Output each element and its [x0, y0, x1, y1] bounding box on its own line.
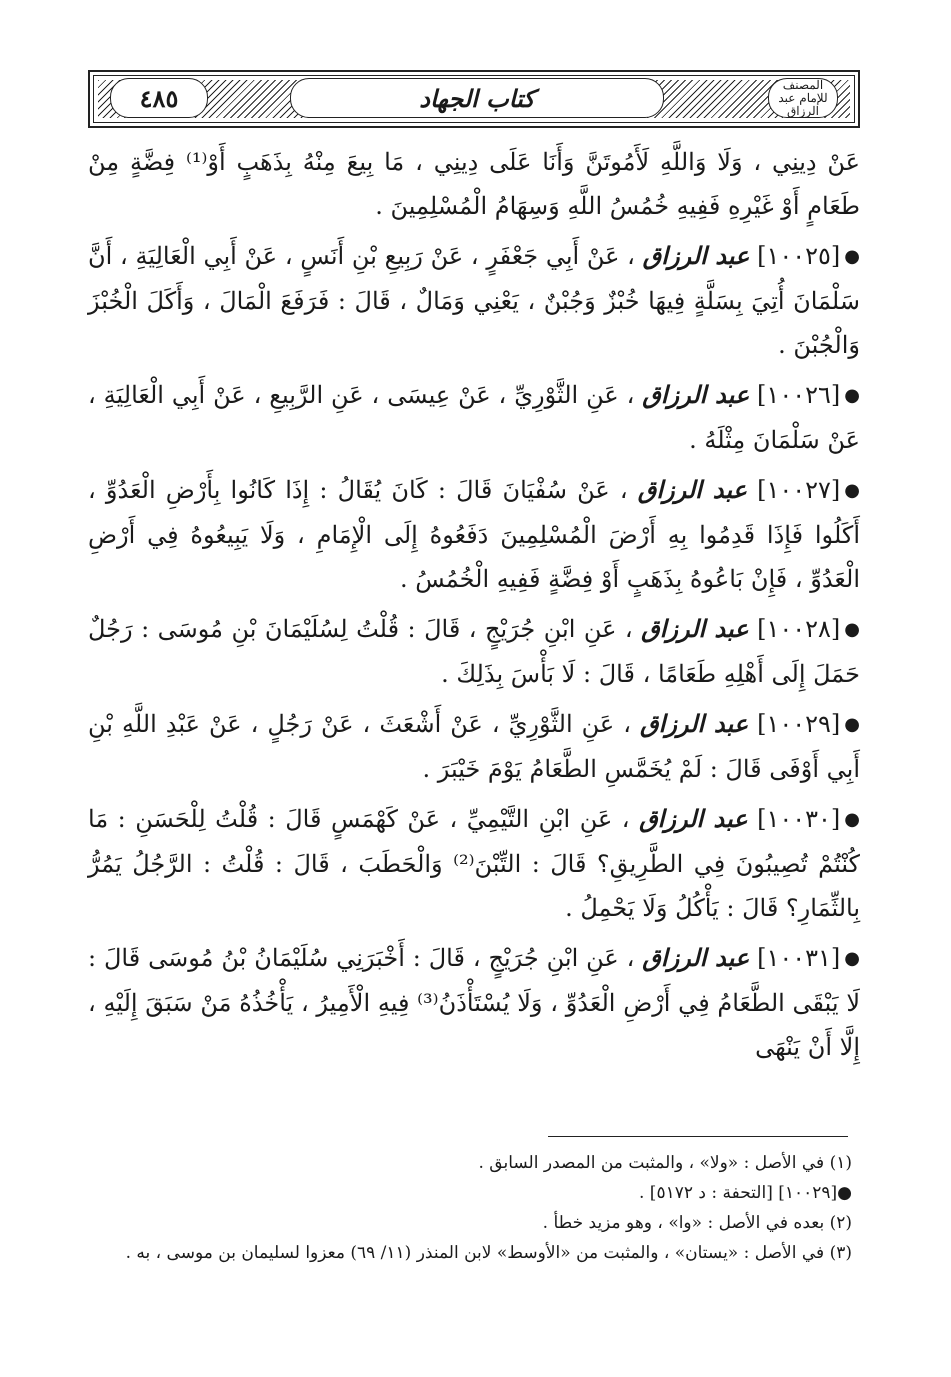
hadith-author: عبد الرزاق — [642, 241, 750, 270]
opening-paragraph: عَنْ دِينِي ، وَلَا وَاللَّهِ لَأَمُوتَنَّ وَأَنَا عَلَى دِينِي ، مَا بِيعَ مِنْهُ بِذَهَبٍ أَوْ⁽¹⁾ فِضَّةٍ مِنْ طَعَامٍ أَوْ غَيْرِهِ فَفِيهِ خُمُسُ اللَّهِ وَسِهَامُ الْمُسْلِمِينَ . — [88, 148, 860, 220]
footnote: (٣) في الأصل : «يستان» ، والمثبت من «الأوسط» لابن المنذر (١١/ ٦٩) معزوا لسليمان بن موسى ، به . — [125, 1243, 852, 1263]
bullet-icon: ● — [844, 246, 860, 267]
running-title-cartouche — [290, 78, 664, 118]
hadith-number: [١٠٠٢٦] — [757, 381, 841, 409]
bullet-icon: ● — [844, 385, 860, 406]
page-number-cartouche — [110, 78, 208, 118]
bullet-icon: ● — [844, 619, 860, 640]
running-title: كتاب الجهاد — [419, 83, 535, 113]
footnote: (١) في الأصل : «ولا» ، والمثبت من المصدر السابق . — [478, 1153, 852, 1173]
hadith-text: ، عَنِ الثَّوْرِيِّ ، عَنْ عِيسَى ، عَنِ الرَّبِيعِ ، عَنْ أَبِي الْعَالِيَةِ ، عَنْ سَلْمَانَ مِثْلَهُ . — [88, 381, 860, 454]
hadith-author: عبد الرزاق — [639, 804, 748, 833]
hadith-entry — [88, 702, 860, 791]
footnote-divider — [548, 1136, 848, 1137]
hadith-entry — [88, 373, 860, 462]
hadith-text: ، عَنِ ابْنِ جُرَيْجٍ ، قَالَ : أَخْبَرَنِي سُلَيْمَانُ بْنُ مُوسَى قَالَ : لَا يَبْقَى الطَّعَامُ فِي أَرْضِ الْعَدُوِّ ، وَلَا يُسْتَأْذَنُ⁽³⁾ فِيهِ الْأَمِيرُ ، يَأْخُذُهُ مَنْ سَبَقَ إِلَيْهِ ، إِلَّا أَنْ يَنْهَى — [88, 944, 861, 1061]
hadith-entry — [88, 234, 860, 367]
hadith-author: عبد الرزاق — [637, 475, 747, 504]
hadith-text: ، عَنِ ابْنِ جُرَيْجٍ ، قَالَ : قُلْتُ لِسُلَيْمَانَ بْنِ مُوسَى : رَجُلٌ حَمَلَ إِلَى أَهْلِهِ طَعَامًا ، قَالَ : لَا بَأْسَ بِذَلِكَ . — [88, 615, 860, 688]
hadith-text: ، عَنِ ابْنِ التَّيْمِيِّ ، عَنْ كَهْمَسٍ قَالَ : قُلْتُ لِلْحَسَنِ : مَا كُنْتُمْ تُصِيبُونَ فِي الطَّرِيقِ؟ قَالَ : التِّبْنَ⁽²⁾ وَالْحَطَبَ ، قَالَ : قُلْتُ : الرَّجُلُ يَمُرُّ بِالثِّمَارِ؟ قَالَ : يَأْكُلُ وَلَا يَحْمِلُ . — [88, 805, 860, 922]
logo-line-1: المصنف — [782, 77, 824, 92]
hadith-number: [١٠٠٢٨] — [757, 615, 841, 643]
hadith-entry — [88, 607, 860, 696]
hadith-author: عبد الرزاق — [640, 709, 749, 738]
footnote: (٢) بعده في الأصل : «وا» ، وهو مزيد خطأ . — [542, 1213, 852, 1233]
hadith-number: [١٠٠٢٧] — [757, 476, 841, 504]
book-logo — [768, 78, 838, 118]
bullet-icon: ● — [844, 809, 860, 830]
logo-line-2: للإمام عبد الرزاق — [778, 90, 828, 118]
hadith-entry — [88, 797, 860, 930]
bullet-icon: ● — [844, 948, 860, 969]
hadith-text: ، عَنْ سُفْيَانَ قَالَ : كَانَ يُقَالُ : إِذَا كَانُوا بِأَرْضِ الْعَدُوِّ ، أَكَلُوا فَإِذَا قَدِمُوا بِهِ أَرْضَ الْمُسْلِمِينَ دَفَعُوهُ إِلَى الْإِمَامِ ، وَلَا يَبِيعُوهُ فِي أَرْضِ الْعَدُوِّ ، فَإِنْ بَاعُوهُ بِذَهَبٍ أَوْ فِضَّةٍ فَفِيهِ الْخُمُسُ . — [88, 476, 860, 593]
footnote: ●[١٠٠٢٩] [التحفة : د ٥١٧٢] . — [638, 1183, 852, 1203]
hadith-number: [١٠٠٣٠] — [757, 805, 841, 833]
hadith-author: عبد الرزاق — [641, 614, 749, 643]
hadith-number: [١٠٠٢٩] — [757, 710, 841, 738]
hadith-text: ، عَنْ أَبِي جَعْفَرٍ ، عَنْ رَبِيعِ بْنِ أَنَسٍ ، عَنْ أَبِي الْعَالِيَةِ ، أَنَّ سَلْمَانَ أُتِيَ بِسَلَّةٍ فِيهَا خُبْزٌ وَجُبْنٌ ، يَعْنِي وَمَالٌ ، قَالَ : فَرَفَعَ الْمَالَ ، وَأَكَلَ الْخُبْزَ وَالْجُبْنَ . — [88, 242, 860, 359]
page-number: ٤٨٥ — [139, 83, 179, 113]
hadith-entry — [88, 936, 860, 1069]
hadith-author: عبد الرزاق — [642, 943, 750, 972]
hadith-entry — [88, 468, 860, 601]
main-text — [88, 140, 860, 1075]
hadith-number: [١٠٠٣١] — [757, 944, 841, 972]
hadith-text: ، عَنِ الثَّوْرِيِّ ، عَنْ أَشْعَثَ ، عَنْ رَجُلٍ ، عَنْ عَبْدِ اللَّهِ بْنِ أَبِي أَوْفَى قَالَ : لَمْ يُخَمَّسِ الطَّعَامُ يَوْمَ خَيْبَرَ . — [88, 710, 860, 783]
page-header — [88, 70, 860, 128]
hadith-number: [١٠٠٢٥] — [757, 242, 841, 270]
bullet-icon: ● — [844, 714, 860, 735]
footnotes — [100, 1148, 852, 1268]
hadith-author: عبد الرزاق — [642, 380, 750, 409]
bullet-icon: ● — [844, 480, 860, 501]
